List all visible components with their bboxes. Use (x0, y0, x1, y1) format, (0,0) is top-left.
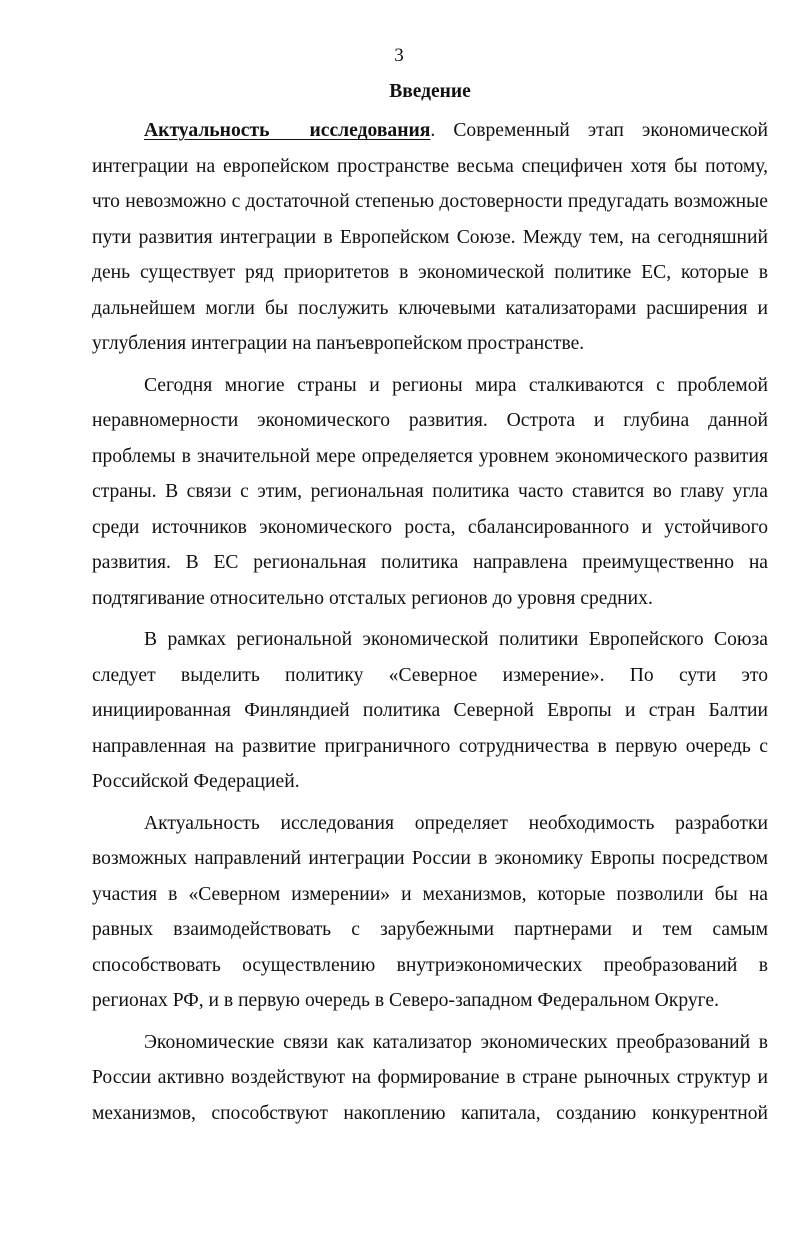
paragraph-text: . Современный этап экономической интеграции на европейском пространстве весьма специфичен хотя бы потому, что невозможно с достаточной степенью достоверности предугадать возможные пути развития интеграции в Европейском Союзе. Между тем, на сегодняшний день существует ряд приоритетов в экономической политике ЕС, которые в дальнейшем могли бы послужить ключевыми катализаторами расширения и углубления интеграции на панъевропейском пространстве. (92, 120, 768, 354)
section-title: Введение (389, 81, 471, 102)
paragraph-northern-dimension: В рамках региональной экономической политики Европейского Союза следует выделить политику «Северное измерение». По сути это инициированная Финляндией политика Северной Европы и стран Балтии направленная на развитие приграничного сотрудничества в первую очередь с Российской Федерацией. (92, 629, 768, 792)
paragraph-research-necessity: Актуальность исследования определяет необходимость разработки возможных направлений интеграции России в экономику Европы посредством участия в «Северном измерении» и механизмов, которые позволили бы на равных взаимодействовать с зарубежными партнерами и тем самым способствовать осуществлению внутриэкономических преобразований в регионах РФ, и в первую очередь в Северо-западном Федеральном Округе. (92, 812, 768, 1011)
paragraph-regional-inequality: Сегодня многие страны и регионы мира сталкиваются с проблемой неравномерности экономического развития. Острота и глубина данной проблемы в значительной мере определяется уровнем экономического развития страны. В связи с этим, региональная политика часто ставится во главу угла среди источников экономического роста, сбалансированного и устойчивого развития. В ЕС региональная политика направлена преимущественно на подтягивание относительно отсталых регионов до уровня средних. (92, 374, 768, 609)
page-number: 3 (394, 45, 404, 66)
paragraph-economic-ties: Экономические связи как катализатор экономических преобразований в России активно воздействуют на формирование в стране рыночных структур и механизмов, способствуют накоплению капитала, созданию конкурентной (92, 1031, 768, 1124)
paragraph-lead: Актуальность исследования (144, 120, 431, 141)
paragraph-relevance (92, 113, 768, 362)
body-text (92, 113, 768, 1131)
